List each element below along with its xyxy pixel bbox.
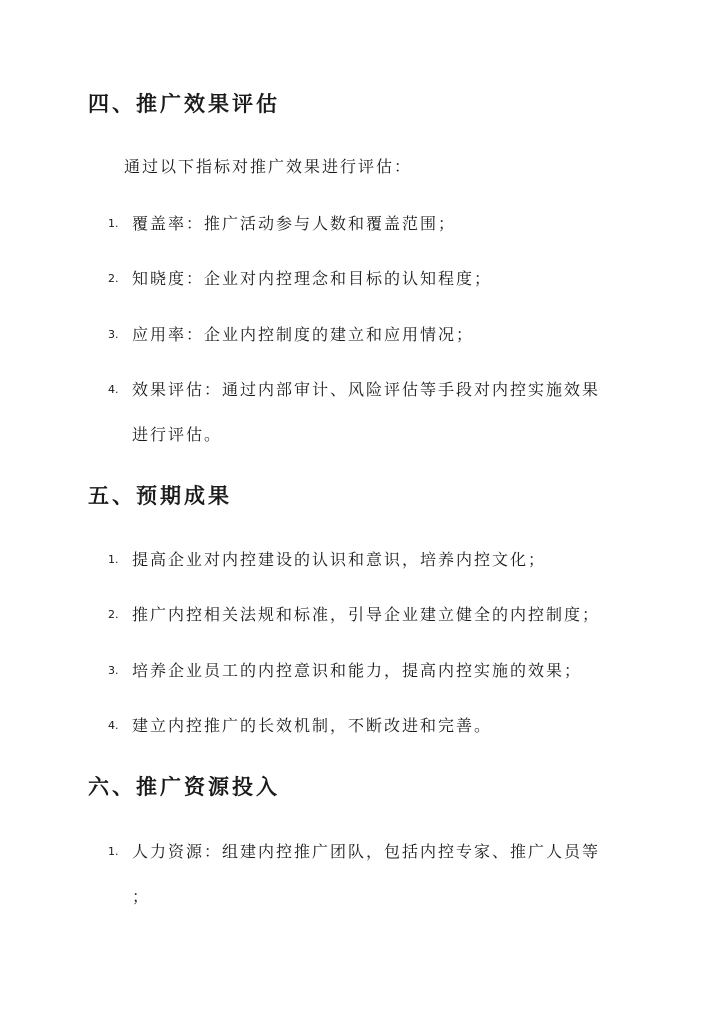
list-text: 人力资源：组建内控推广团队，包括内控专家、推广人员等	[132, 842, 601, 861]
section-intro: 通过以下指标对推广效果进行评估：	[124, 157, 413, 176]
list-number: 1.	[108, 845, 119, 858]
section-heading-resource-input: 六、推广资源投入	[88, 774, 280, 799]
list-number: 1.	[108, 553, 119, 566]
list-number: 4.	[108, 719, 119, 732]
list-text: 提高企业对内控建设的认识和意识，培养内控文化；	[132, 550, 547, 569]
list-text: 建立内控推广的长效机制，不断改进和完善。	[132, 716, 493, 735]
list-text: 知晓度：企业对内控理念和目标的认知程度；	[132, 269, 493, 288]
list-text: 覆盖率：推广活动参与人数和覆盖范围；	[132, 214, 457, 233]
list-number: 4.	[108, 383, 119, 396]
list-text-continuation: ；	[132, 887, 151, 906]
list-text-continuation: 进行评估。	[132, 425, 223, 444]
list-text: 培养企业员工的内控意识和能力，提高内控实施的效果；	[132, 661, 583, 680]
list-number: 2.	[108, 608, 119, 621]
list-text: 效果评估：通过内部审计、风险评估等手段对内控实施效果	[132, 380, 601, 399]
section-heading-evaluation: 四、推广效果评估	[88, 91, 280, 116]
list-text: 应用率：企业内控制度的建立和应用情况；	[132, 325, 475, 344]
section-heading-expected-results: 五、预期成果	[88, 483, 232, 508]
list-number: 1.	[108, 217, 119, 230]
list-text: 推广内控相关法规和标准，引导企业建立健全的内控制度；	[132, 605, 601, 624]
list-number: 2.	[108, 272, 119, 285]
list-number: 3.	[108, 664, 119, 677]
list-number: 3.	[108, 328, 119, 341]
